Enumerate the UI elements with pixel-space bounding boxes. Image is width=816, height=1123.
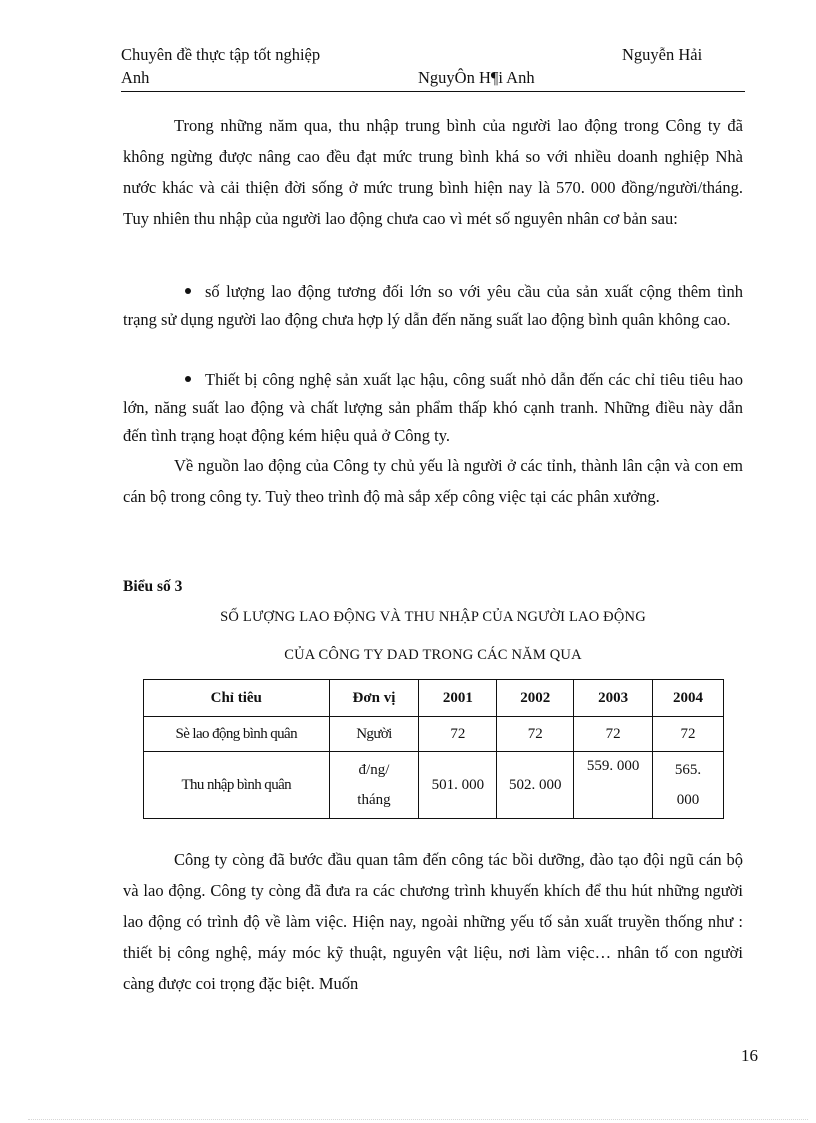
header-doc-title-continued: Anh: [121, 68, 150, 87]
table-row: [144, 717, 724, 752]
table-cell: 501. 000: [419, 752, 497, 819]
paragraph-labor-source: Về nguồn lao động của Công ty chủ yếu là người ở các tỉnh, thành lân cận và con em cán bộ trong công ty. Tuỳ theo trình độ mà sắp xếp công việc tại các phân xưởng.: [123, 456, 743, 506]
table-cell: 559. 000: [574, 752, 653, 819]
paragraph-income: Trong những năm qua, thu nhập trung bình của người lao động trong Công ty đã không ngừng được nâng cao đều đạt mức trung bình khá so với nhiều doanh nghiệp Nhà nước khác và cải thiện đời sống ở mức trung bình hiện nay là 570. 000 đồng/người/tháng. Tuy nhiên thu nhập của người lao động chưa cao vì mét số nguyên nhân cơ bản sau:: [123, 116, 743, 228]
header-doc-title: Chuyên đề thực tập tốt nghiệp: [121, 45, 321, 64]
bullet-text: số lượng lao động tương đối lớn so với yêu cầu của sản xuất cộng thêm tình trạng sử dụng người lao động chưa hợp lý dẫn đến năng suất lao động bình quân không cao.: [123, 282, 743, 329]
column-header: 2002: [497, 680, 574, 717]
bullet-item-equipment: [123, 366, 743, 450]
table-cell: Người: [329, 717, 419, 752]
header-rule: [121, 91, 745, 92]
table-row: [144, 752, 724, 819]
table-header-row: [144, 680, 724, 717]
column-header: Đơn vị: [329, 680, 419, 717]
table-cell: 72: [419, 717, 497, 752]
bullet-text: Thiết bị công nghệ sản xuất lạc hậu, công suất nhỏ dẫn đến các chỉ tiêu tiêu hao lớn, năng suất lao động và chất lượng sản phẩm thấp khó cạnh tranh. Những điều này dẫn đến tình trạng hoạt động kém hiệu quả ở Công ty.: [123, 370, 743, 445]
paragraph-training: Công ty còng đã bước đầu quan tâm đến công tác bồi dưỡng, đào tạo đội ngũ cán bộ và lao động. Công ty còng đã đưa ra các chương trình khuyến khích để thu hút những người lao động có trình độ về làm việc. Hiện nay, ngoài những yếu tố sản xuất truyền thống như : thiết bị công nghệ, máy móc kỹ thuật, nguyên vật liệu, nơi làm việc… nhân tố con người càng được coi trọng đặc biệt. Muốn: [123, 850, 743, 993]
bullet-icon: [185, 376, 191, 382]
table-title-line1: SỐ LƯỢNG LAO ĐỘNG VÀ THU NHẬP CỦA NGƯỜI LAO ĐỘNG: [220, 609, 646, 625]
column-header: Chỉ tiêu: [144, 680, 330, 717]
bullet-item-labor-count: [123, 278, 743, 334]
table-title-line2: CỦA CÔNG TY DAD TRONG CÁC NĂM QUA: [284, 647, 582, 663]
bullet-icon: [185, 288, 191, 294]
labor-income-table: [143, 679, 724, 819]
table-cell: 565. 000: [653, 752, 724, 819]
column-header: 2003: [574, 680, 653, 717]
table-cell: 502. 000: [497, 752, 574, 819]
table-cell: 72: [653, 717, 724, 752]
table-cell: 72: [574, 717, 653, 752]
table-cell: đ/ng/ tháng: [329, 752, 419, 819]
header-author-name: Nguyễn Hải: [622, 45, 703, 64]
page-bottom-dotted-border: [28, 1119, 808, 1120]
page-number: 16: [741, 1046, 758, 1065]
table-cell: Thu nhập bình quân: [144, 752, 330, 819]
table-label: Biểu số 3: [123, 578, 183, 595]
column-header: 2004: [653, 680, 724, 717]
table-cell: Sè lao động bình quân: [144, 717, 330, 752]
column-header: 2001: [419, 680, 497, 717]
header-author-encoded: NguyÔn H¶i Anh: [418, 68, 535, 87]
table-cell: 72: [497, 717, 574, 752]
